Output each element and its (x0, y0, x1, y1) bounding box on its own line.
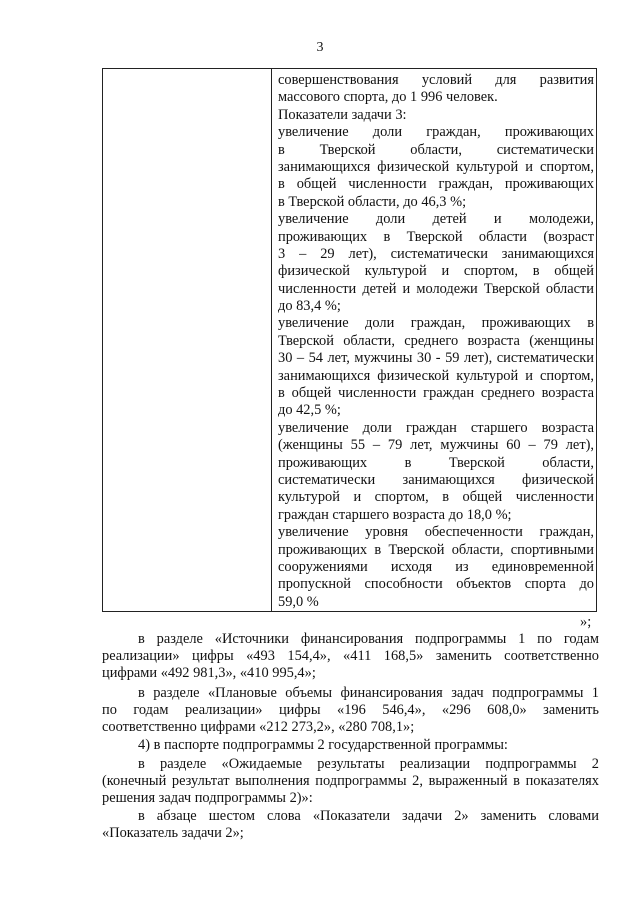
table-text-line: пропускной способности объектов спорта до (278, 576, 594, 593)
paragraph-planned-volumes (102, 685, 599, 737)
table-text-line: граждан старшего возраста до 18,0 %; (278, 506, 512, 523)
table-text-line: занимающихся физической культурой и спортом, (278, 367, 594, 384)
table-text-line: 59,0 % (278, 593, 319, 610)
table-text-line: увеличение доли детей и молодежи, (278, 211, 594, 228)
table-text-line: культурой и спортом, в общей численности (278, 489, 594, 506)
table-text-line: увеличение доли граждан, проживающих в (278, 315, 594, 332)
table-right-cell (272, 69, 596, 611)
table-text-line: увеличение доли граждан, проживающих (278, 124, 594, 141)
page-number: 3 (316, 40, 324, 55)
paragraph-sixth-indent (102, 808, 599, 842)
table-text-line: совершенствования условий для развития (278, 72, 594, 88)
table-text-line: проживающих в Тверской области, спортивными (278, 541, 594, 558)
table-text-line: в общей численности граждан, проживающих (278, 176, 594, 193)
paragraph-line: в абзаце шестом слова «Показатели задачи 2» заменить словами (138, 808, 599, 824)
paragraph-line: в разделе «Источники финансирования подпрограммы 1 по годам (138, 631, 599, 647)
table-text-line: сооружениями исходя из единовременной (278, 558, 594, 575)
paragraph-line: по годам реализации» цифры «196 546,4», «296 608,0» заменить (102, 702, 599, 719)
table-text-line: занимающихся физической культурой и спортом, (278, 158, 594, 175)
table-text-line: физической культурой и спортом, в общей (278, 263, 594, 280)
table-left-cell (103, 69, 272, 611)
paragraph-line: в разделе «Ожидаемые результаты реализации подпрограммы 2 (138, 756, 599, 772)
paragraph-line: цифрами «492 981,3», «410 995,4»; (102, 665, 316, 682)
paragraph-line: решения задач подпрограммы 2)»: (102, 790, 313, 807)
table-text-line: Тверской области, среднего возраста (женщины (278, 332, 594, 349)
table-text-line: проживающих в Тверской области, (278, 454, 594, 471)
table-text-line: в Тверской области, до 46,3 %; (278, 193, 467, 210)
paragraph-expected-results (102, 756, 599, 808)
paragraph-subprogram-2-passport (102, 737, 599, 754)
table-text-line: увеличение доли граждан старшего возраста (278, 419, 594, 436)
table-text-line: 30 – 54 лет, мужчины 30 - 59 лет), систематически (278, 350, 594, 367)
table-text-line: до 83,4 %; (278, 298, 341, 315)
table-text-line: (женщины 55 – 79 лет, мужчины 60 – 79 лет), (278, 437, 594, 454)
paragraph-line: в разделе «Плановые объемы финансирования задач подпрограммы 1 (138, 685, 599, 701)
paragraph-line: соответственно цифрами «212 273,2», «280 708,1»; (102, 719, 415, 736)
table-text-line: численности детей и молодежи Тверской области (278, 280, 594, 297)
closing-quote: »; (580, 614, 592, 630)
table-text-line: до 42,5 %; (278, 402, 341, 419)
paragraph-line: «Показатель задачи 2»; (102, 825, 244, 842)
paragraph-line: 4) в паспорте подпрограммы 2 государственной программы: (138, 737, 508, 753)
table-text-line: в Тверской области, систематически (278, 141, 594, 158)
table-text-line: 3 – 29 лет), систематически занимающихся (278, 245, 594, 262)
table-text-line: увеличение уровня обеспеченности граждан, (278, 524, 594, 541)
table-text-line: Показатели задачи 3: (278, 106, 407, 123)
table-text-line: в общей численности граждан среднего возраста (278, 385, 594, 402)
table-text-line: массового спорта, до 1 996 человек. (278, 89, 498, 106)
table-text-line: систематически занимающихся физической (278, 471, 594, 488)
paragraph-line: реализации» цифры «493 154,4», «411 168,5» заменить соответственно (102, 648, 599, 665)
table-text-line: проживающих в Тверской области (возраст (278, 228, 594, 245)
passport-table (102, 68, 597, 612)
paragraph-sources-financing (102, 631, 599, 683)
paragraph-line: (конечный результат выполнения подпрограммы 2, выраженный в показателях (102, 773, 599, 790)
